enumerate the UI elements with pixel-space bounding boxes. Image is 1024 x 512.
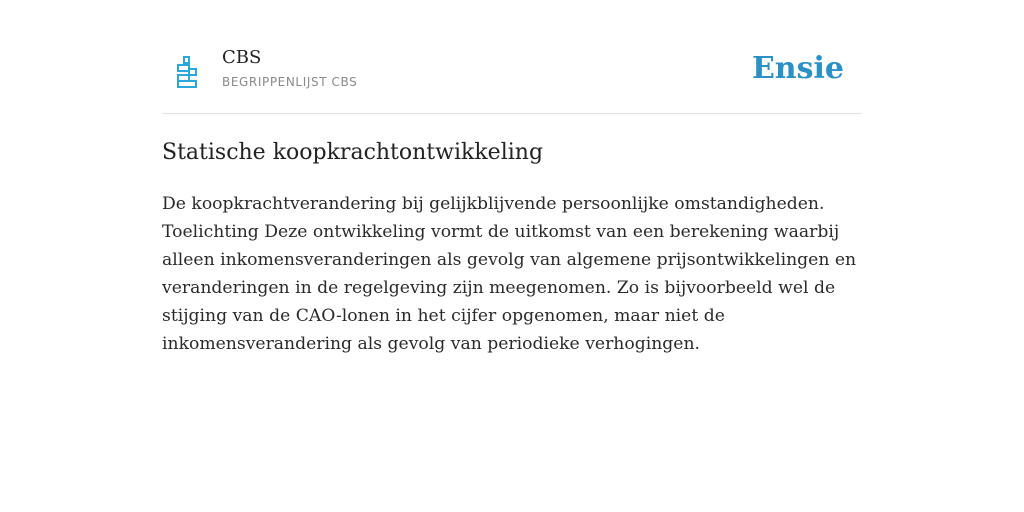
org-name[interactable]: CBS [222,47,262,68]
term-title: Statische koopkrachtontwikkeling [162,140,544,165]
cbs-logo-icon[interactable] [176,56,198,88]
org-subtitle[interactable]: BEGRIPPENLIJST CBS [222,75,358,89]
page [162,0,862,354]
term-definition: De koopkrachtverandering bij gelijkblijvende persoonlijke omstandigheden. Toelichting Deze ontwikkeling vormt de uitkomst van een berekening waarbij alleen inkomensveranderingen als gevolg van algemene prijsontwikkelingen en veranderingen in de regelgeving zijn meegenomen. Zo is bijvoorbeeld wel de stijging van de CAO-lonen in het cijfer opgenomen, maar niet de inkomensverandering als gevolg van periodieke verhogingen. [162,194,857,354]
header [162,0,862,114]
brand-logo[interactable]: Ensie [751,51,844,86]
